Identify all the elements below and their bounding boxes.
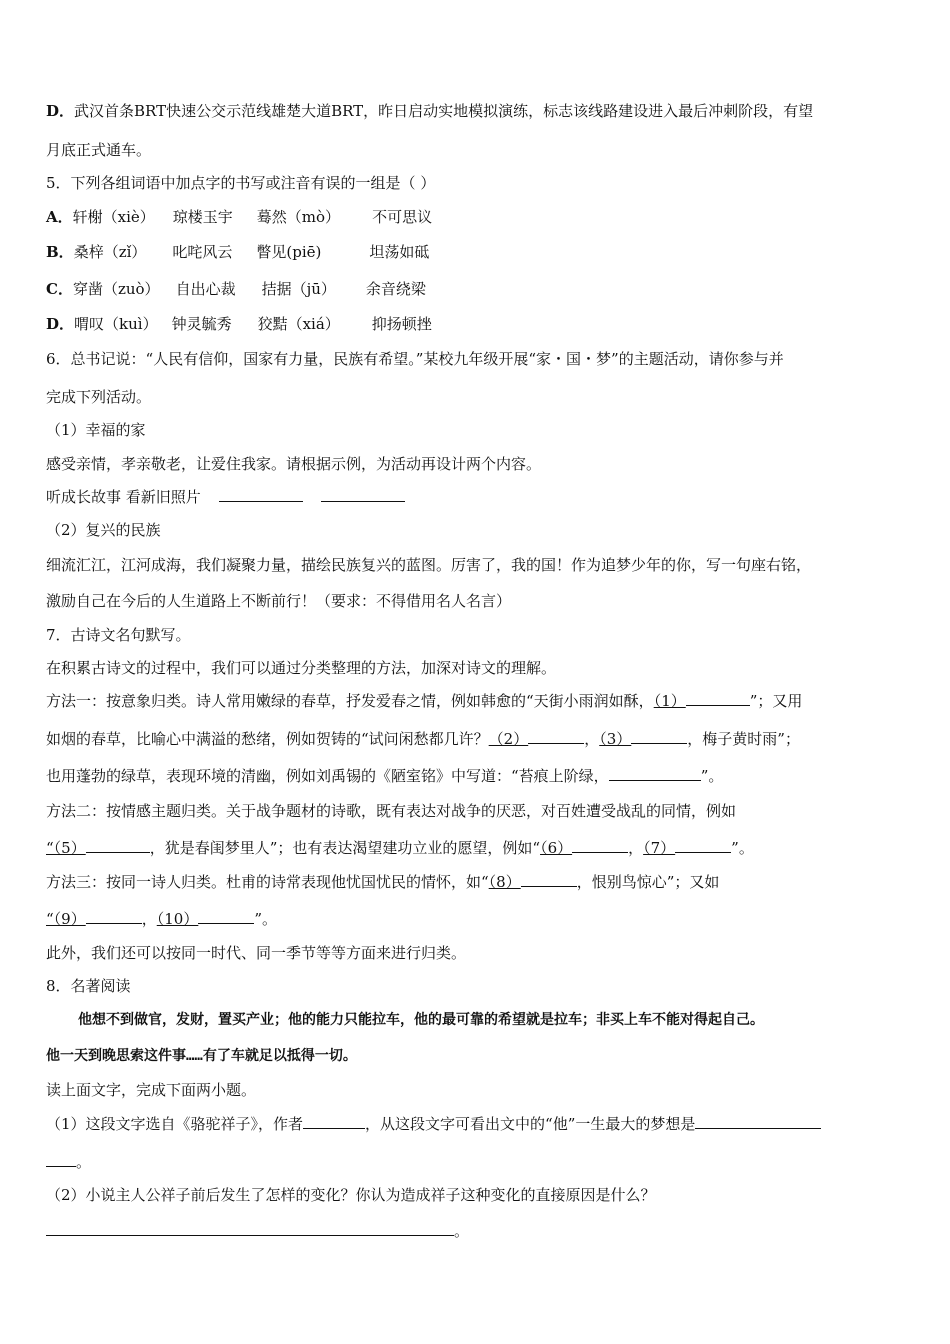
q5-option-c — [46, 279, 426, 299]
q6-part1-text: 感受亲情，孝亲敬老，让爱住我家。请根据示例，为活动再设计两个内容。 — [46, 455, 542, 473]
option-word: 钟灵毓秀 — [171, 315, 232, 333]
example-text: 听成长故事 看新旧照片 — [46, 488, 201, 506]
text: ”。 — [700, 767, 724, 785]
dream-blank-cont[interactable] — [46, 1152, 76, 1167]
option-label: A． — [46, 208, 73, 226]
q8-sub1-cont — [46, 1152, 91, 1172]
q8-quote: 他想不到做官，发财，置买产业；他的能力只能拉车，他的最可靠的希望就是拉车；非买上车不能对得起自己。 — [78, 1012, 764, 1028]
option-word: 轩榭（xiè） — [72, 208, 155, 226]
option-word: 蓦然（mò） — [256, 208, 341, 226]
text: ，梅子黄时雨”； — [687, 730, 800, 748]
text: ，犹是春闺梦里人”；也有表达渴望建功立业的愿望，例如“ — [149, 839, 541, 857]
answer-blank-8[interactable] — [521, 872, 577, 887]
q7-method3-line2 — [46, 909, 277, 929]
option-word: 瞥见(piē) — [256, 243, 322, 261]
q6-part2-text: 细流汇江，江河成海，我们凝聚力量，描绘民族复兴的蓝图。厉害了，我的国！作为追梦少年的你，写一句座右铭， — [46, 556, 812, 574]
answer-blank-7[interactable] — [675, 838, 731, 853]
text: ”。 — [254, 910, 277, 928]
q6-stem-cont: 完成下列活动。 — [46, 388, 152, 406]
q7-method2-line1: 方法二：按情感主题归类。关于战争题材的诗歌，既有表达对战争的厌恶，对百姓遭受战乱的同情，例如 — [46, 802, 737, 820]
option-word: 喟叹（kuì） — [74, 315, 158, 333]
option-word: 余音绕梁 — [365, 280, 426, 298]
answer-blank-4[interactable] — [609, 766, 701, 781]
text: 也用蓬勃的绿草，表现环境的清幽，例如刘禹锡的《陋室铭》中写道：“苔痕上阶绿， — [46, 767, 609, 785]
text: ，恨别鸟惊心”；又如 — [576, 873, 720, 891]
option-label: B． — [46, 243, 74, 261]
blank-label: （3） — [599, 730, 632, 748]
option-word: 穿凿（zuò） — [72, 280, 160, 298]
answer-blank-5[interactable] — [86, 838, 150, 853]
option-word: 琼楼玉宇 — [172, 208, 233, 226]
option-word: 桑梓（zǐ） — [73, 243, 147, 261]
q5-option-d — [46, 314, 432, 334]
q7-closing: 此外，我们还可以按同一时代、同一季节等等方面来进行归类。 — [46, 944, 467, 962]
q6-stem: 6．总书记说：“人民有信仰，国家有力量，民族有希望。”某校九年级开展“家・国・梦”的主题活动，请你参与并 — [46, 350, 784, 368]
option-word: 自出心裁 — [175, 280, 236, 298]
option-label: D． — [46, 315, 75, 333]
blank-label: （1） — [653, 692, 686, 710]
answer-blank-10[interactable] — [198, 909, 254, 924]
q5-option-a — [46, 207, 432, 227]
q8-instruction: 读上面文字，完成下面两小题。 — [46, 1081, 257, 1099]
q8-quote-cont: 他一天到晚思索这件事……有了车就足以抵得一切。 — [46, 1048, 357, 1064]
blank-label: （7） — [643, 839, 676, 857]
text: ， — [141, 910, 157, 928]
q7-method1-line1 — [46, 691, 802, 711]
text: 如烟的春草，比喻心中满溢的愁绪，例如贺铸的“试问闲愁都几许？ — [46, 730, 489, 748]
q6-part2-text-cont: 激励自己在今后的人生道路上不断前行！（要求：不得借用名人名言） — [46, 592, 512, 610]
blank-label: （10） — [156, 910, 199, 928]
text: ， — [584, 730, 600, 748]
q7-intro: 在积累古诗文的过程中，我们可以通过分类整理的方法，加深对诗文的理解。 — [46, 659, 557, 677]
q8-stem: 8．名著阅读 — [46, 977, 131, 995]
answer-blank-9[interactable] — [86, 909, 142, 924]
answer-blank-6[interactable] — [572, 838, 628, 853]
author-blank[interactable] — [303, 1114, 365, 1129]
q7-method1-line2 — [46, 729, 800, 749]
text: ”；又用 — [749, 692, 803, 710]
q5-option-b — [46, 242, 429, 262]
q8-sub2: （2）小说主人公祥子前后发生了怎样的变化？你认为造成祥子这种变化的直接原因是什么？ — [46, 1186, 656, 1204]
blank-label: （8） — [488, 873, 521, 891]
text: ”。 — [731, 839, 754, 857]
q8-sub1 — [46, 1114, 821, 1134]
dream-blank[interactable] — [695, 1114, 821, 1129]
answer-blank-1[interactable] — [686, 691, 750, 706]
q8-sub2-answer — [46, 1221, 469, 1241]
text: 。 — [454, 1222, 470, 1240]
text: 方法三：按同一诗人归类。杜甫的诗常表现他忧国忧民的情怀，如“ — [46, 873, 489, 891]
blank-label: “（5） — [46, 839, 86, 857]
answer-blank[interactable] — [219, 487, 303, 502]
text: 。 — [76, 1153, 92, 1171]
blank-label: （6） — [540, 839, 573, 857]
option-word: 不可思议 — [372, 208, 433, 226]
text: ，从这段文字可看出文中的“他”一生最大的梦想是 — [365, 1115, 696, 1133]
text: （1）这段文字选自《骆驼祥子》，作者 — [46, 1115, 304, 1133]
answer-blank-2[interactable] — [528, 729, 584, 744]
text: 方法一：按意象归类。诗人常用嫩绿的春草，抒发爱春之情，例如韩愈的“天街小雨润如酥， — [46, 692, 654, 710]
q6-part2-title: （2）复兴的民族 — [46, 521, 161, 539]
q7-method1-line3 — [46, 766, 723, 786]
answer-line[interactable] — [46, 1221, 454, 1236]
q5-stem: 5．下列各组词语中加点字的书写或注音有误的一组是（ ） — [46, 174, 436, 192]
q4-option-d-cont: 月底正式通车。 — [46, 141, 152, 159]
option-label: D． — [46, 102, 75, 120]
option-word: 叱咤风云 — [172, 243, 233, 261]
option-text: 武汉首条BRT快速公交示范线雄楚大道BRT，昨日启动实地模拟演练，标志该线路建设进入最后冲刺阶段，有望 — [74, 102, 814, 120]
q6-part1-example — [46, 487, 405, 507]
option-word: 坦荡如砥 — [369, 243, 430, 261]
answer-blank[interactable] — [321, 487, 405, 502]
option-label: C． — [46, 280, 73, 298]
text: ， — [628, 839, 644, 857]
q4-option-d — [46, 101, 813, 121]
blank-label: （2） — [488, 730, 529, 748]
blank-label: “（9） — [46, 910, 86, 928]
q7-method3-line1 — [46, 872, 719, 892]
option-word: 抑扬顿挫 — [371, 315, 432, 333]
option-word: 拮据（jū） — [261, 280, 336, 298]
option-word: 狡黠（xiá） — [257, 315, 340, 333]
q6-part1-title: （1）幸福的家 — [46, 421, 146, 439]
answer-blank-3[interactable] — [631, 729, 687, 744]
q7-method2-line2 — [46, 838, 754, 858]
q7-stem: 7．古诗文名句默写。 — [46, 626, 191, 644]
